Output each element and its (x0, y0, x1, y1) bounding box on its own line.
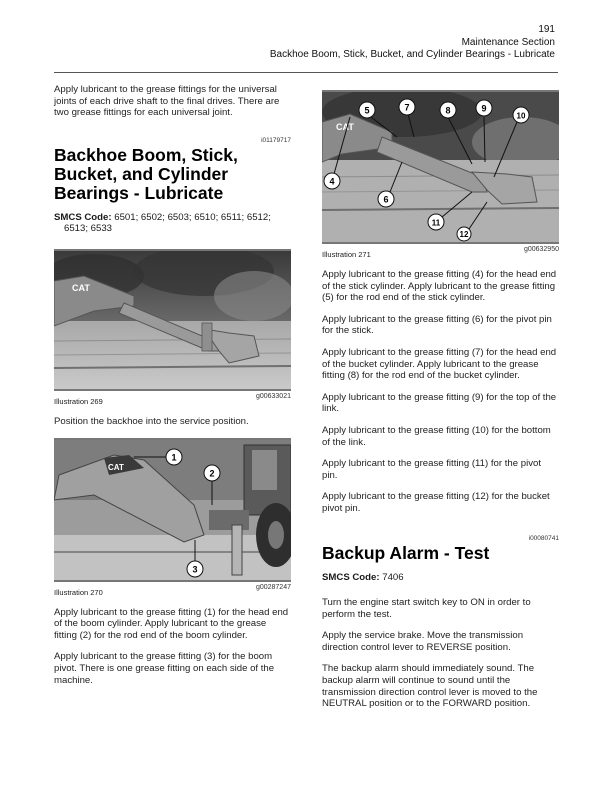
svg-text:5: 5 (364, 105, 370, 116)
header-section: Maintenance Section (461, 36, 555, 48)
svg-text:7: 7 (404, 102, 410, 113)
graphic-id: g00287247 (255, 583, 291, 591)
fitting-3-paragraph: Apply lubricant to the grease fitting (3) for the boom pivot. There is one grease fitting on each side of the machine. (54, 651, 275, 686)
section-title: Backup Alarm - Test (322, 542, 490, 563)
illustration-269-photo (54, 249, 291, 391)
header-divider (54, 72, 558, 73)
fitting-paragraph: Apply lubricant to the grease fitting (9) for the top of the link. (322, 391, 557, 415)
illustration-label: Illustration 271 (322, 250, 371, 259)
test-step-paragraph: Apply the service brake. Move the transmission direction control lever to REVERSE position. (322, 630, 524, 653)
smcs-values: 6501; 6502; 6503; 6510; 6511; 6512; 6513; 6533 (64, 211, 271, 235)
illustration-270-caption (54, 584, 291, 597)
callout-3 (187, 561, 203, 577)
fitting-paragraph: Apply lubricant to the grease fitting (12) for the bucket pivot pin. (322, 491, 550, 514)
fitting-paragraph: Apply lubricant to the grease fitting (4) for the head end of the stick cylinder. Apply lubricant to the grease fitting (5) for the rod end of the stick cylinder. (322, 269, 557, 304)
smcs-label: SMCS Code: (322, 571, 380, 583)
section-ref-id: i00080741 (528, 534, 559, 542)
svg-text:2: 2 (209, 468, 215, 479)
fitting-1-2-paragraph: Apply lubricant to the grease fitting (1) for the head end of the boom cylinder. Apply lubricant to the grease fitting (2) for the rod end of the boom cylinder. (54, 606, 289, 641)
smcs-code (54, 212, 291, 235)
svg-text:6: 6 (383, 194, 389, 205)
callout-12 (457, 227, 471, 241)
boom-photo (54, 440, 291, 580)
callout-7 (399, 99, 415, 115)
test-step-paragraph: Turn the engine start switch key to ON in order to perform the test. (322, 597, 531, 620)
illustration-271-caption (322, 246, 559, 259)
intro-paragraph: Apply lubricant to the grease fittings for the universal joints of each drive shaft to the final drives. There are two grease fittings for each universal joint. (54, 84, 280, 119)
svg-text:12: 12 (459, 230, 469, 239)
section-ref-id: i01179717 (261, 136, 291, 144)
svg-text:3: 3 (192, 564, 198, 575)
svg-text:9: 9 (481, 103, 487, 114)
cat-logo: CAT (72, 282, 90, 293)
smcs-code (322, 572, 559, 584)
fitting-paragraph: Apply lubricant to the grease fitting (10) for the bottom of the link. (322, 424, 551, 448)
illustration-269-caption (54, 393, 291, 406)
fitting-paragraph: Apply lubricant to the grease fitting (6) for the pivot pin for the stick. (322, 313, 552, 337)
smcs-label: SMCS Code: (54, 211, 112, 223)
illustration-label: Illustration 269 (54, 396, 103, 406)
svg-text:10: 10 (516, 111, 526, 121)
callout-9 (476, 100, 492, 116)
callout-10 (513, 107, 529, 123)
left-column (54, 84, 291, 696)
svg-text:8: 8 (445, 105, 451, 116)
callout-5 (359, 102, 375, 118)
stick-bucket-photo (322, 92, 559, 242)
cat-logo: CAT (336, 122, 354, 132)
backhoe-photo (54, 251, 291, 389)
section-title: Backhoe Boom, Stick, Bucket, and Cylinder Bearings - Lubricate (54, 144, 238, 203)
cat-logo: CAT (108, 462, 124, 472)
fitting-paragraph: Apply lubricant to the grease fitting (7) for the head end of the bucket cylinder. Apply lubricant to the grease fitting (8) for the rod end of the bucket cylinder. (322, 346, 557, 382)
right-column (322, 90, 559, 720)
callout-2 (204, 465, 220, 481)
test-step-paragraph: The backup alarm should immediately sound. The backup alarm will continue to sound until the transmission direction control lever is moved to the NEUTRAL position or to the FORWARD position. (322, 663, 538, 710)
callout-6 (378, 191, 394, 207)
running-header (270, 24, 555, 62)
smcs-values: 7406 (382, 571, 404, 583)
callout-11 (428, 214, 444, 230)
illustration-271-photo (322, 90, 559, 244)
illustration-label: Illustration 270 (54, 587, 103, 597)
svg-text:11: 11 (431, 218, 441, 228)
callout-8 (440, 102, 456, 118)
svg-text:4: 4 (329, 176, 335, 187)
page-number: 191 (538, 24, 555, 35)
graphic-id: g00633021 (255, 392, 291, 400)
graphic-id: g00632950 (523, 246, 559, 253)
position-paragraph: Position the backhoe into the service position. (54, 415, 249, 427)
callout-1 (166, 449, 182, 465)
svg-text:1: 1 (171, 452, 177, 463)
header-topic: Backhoe Boom, Stick, Bucket, and Cylinder Bearings - Lubricate (269, 49, 555, 60)
illustration-270-photo (54, 438, 291, 582)
callout-4 (324, 173, 340, 189)
fitting-paragraph: Apply lubricant to the grease fitting (11) for the pivot pin. (322, 458, 541, 481)
